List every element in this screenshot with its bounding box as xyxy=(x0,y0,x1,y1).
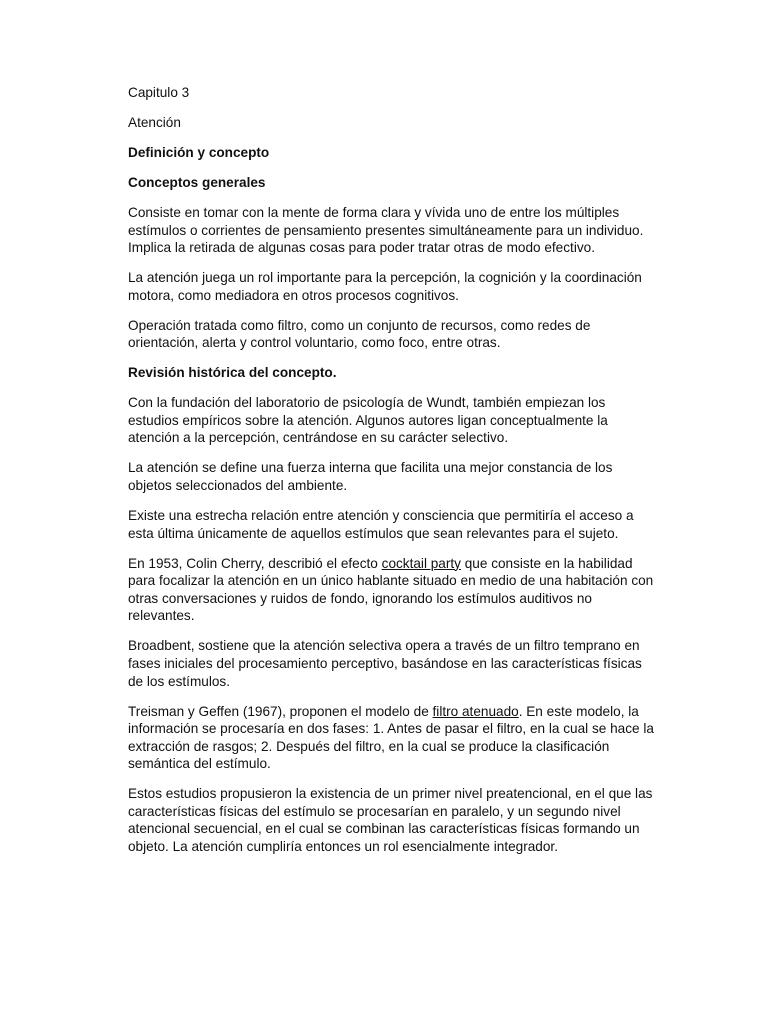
paragraph-10: Estos estudios propusieron la existencia de un primer nivel preatencional, en el que las características físicas del estímulo se procesarían en paralelo, y un segundo nivel atencional secuencial, en el cual se combinan las características físicas formando un objeto. La atención cumpliría entonces un rol esencialmente integrador. xyxy=(128,786,653,855)
paragraph-7-end: que consiste en la habilidad para focalizar la atención en un único hablante situado en medio de una habitación con otras conversaciones y ruidos de fondo, ignorando los estímulos auditivos no relevantes. xyxy=(128,555,654,624)
term-filtro-atenuado: filtro atenuado xyxy=(432,703,519,719)
paragraph-9 xyxy=(128,703,658,773)
heading-history: Revisión histórica del concepto. xyxy=(128,365,337,381)
topic-title: Atención xyxy=(128,114,181,130)
document-body xyxy=(128,84,658,868)
paragraph-4: Con la fundación del laboratorio de psicología de Wundt, también empiezan los estudios empíricos sobre la atención. Algunos autores ligan conceptualmente la atención a la percepción, centrándose en su carácter selectivo. xyxy=(128,395,608,446)
paragraph-7-start: En 1953, Colin Cherry, describió el efecto xyxy=(128,555,382,571)
paragraph-9-end: . En este modelo, la información se procesaría en dos fases: 1. Antes de pasar el filtro, en la cual se hace la extracción de rasgos; 2. Después del filtro, en la cual se produce la clasificación semántica del estímulo. xyxy=(128,703,654,772)
heading-general-concepts: Conceptos generales xyxy=(128,174,266,190)
paragraph-1: Consiste en tomar con la mente de forma clara y vívida uno de entre los múltiples estímulos o corrientes de pensamiento presentes simultáneamente para un individuo. Implica la retirada de algunas cosas para poder tratar otras de modo efectivo. xyxy=(128,204,644,256)
term-cocktail-party: cocktail party xyxy=(381,555,461,571)
paragraph-2: La atención juega un rol importante para la percepción, la cognición y la coordinación motora, como mediadora en otros procesos cognitivos. xyxy=(128,270,642,303)
paragraph-9-start: Treisman y Geffen (1967), proponen el modelo de xyxy=(128,703,433,719)
paragraph-3: Operación tratada como filtro, como un conjunto de recursos, como redes de orientación, alerta y control voluntario, como foco, entre otras. xyxy=(128,317,591,351)
paragraph-6: Existe una estrecha relación entre atención y consciencia que permitiría el acceso a esta última únicamente de aquellos estímulos que sean relevantes para el sujeto. xyxy=(128,508,634,541)
chapter-label: Capitulo 3 xyxy=(128,85,190,100)
paragraph-8: Broadbent, sostiene que la atención selectiva opera a través de un filtro temprano en fases iniciales del procesamiento perceptivo, basándose en las características físicas de los estímulos. xyxy=(128,638,642,689)
heading-definition: Definición y concepto xyxy=(128,144,270,160)
paragraph-7 xyxy=(128,555,658,625)
paragraph-5: La atención se define una fuerza interna que facilita una mejor constancia de los objetos seleccionados del ambiente. xyxy=(128,460,613,494)
